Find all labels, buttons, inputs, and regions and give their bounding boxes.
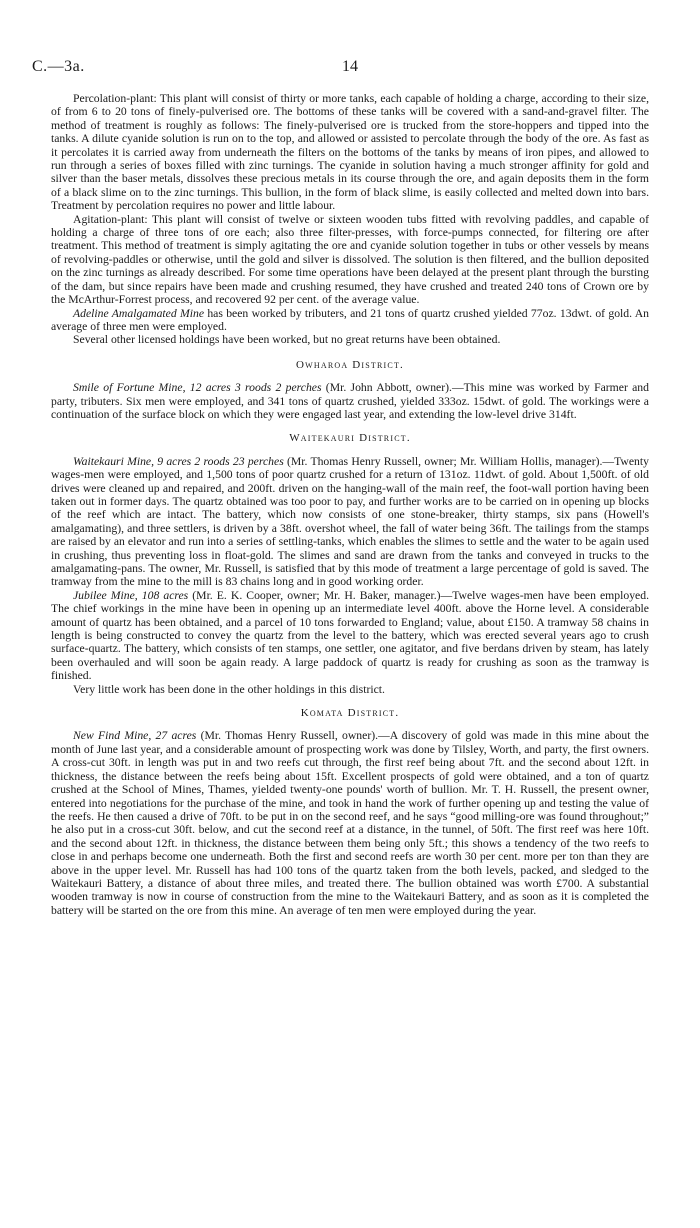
agitation-plant-paragraph: Agitation-plant: This plant will consist of twelve or sixteen wooden tubs fitted with revolving paddles, and capable of holding a charge of three tons of ore each; also three filter-presses, with force-pumps connected, for filtering ore after treatment. This method of treatment is simply agitating the ore and cyanide solution together in tubs or other vessels by means of revolving-paddles or otherwise, until the gold and silver is dissolved. The solution is then filtered, and the bullion deposited on the zinc turnings as already described. For some time operations have been delayed at the present plant through the bursting of the dam, but since repairs have been made and crushing resumed, they have crushed and treated 240 tons of Crown ore by the McArthur-Forrest process, and recovered 92 per cent. of the average value. xyxy=(51,212,649,307)
waitekauri-mine-paragraph xyxy=(51,455,649,589)
adeline-mine-paragraph xyxy=(51,307,649,334)
waitekauri-district-heading: Waitekauri District. xyxy=(289,432,411,445)
komata-district-heading: Komata District. xyxy=(300,707,400,720)
paragraph-text: (Mr. E. K. Cooper, owner; Mr. H. Baker, manager.)—Twelve wages-men have been employed. The chief workings in the mine have been in opening up an intermediate level 400ft. above the Horne level. A considerable amount of quartz has been obtained, and a parcel of 10 tons forwarded to England; value, about £150. A tramway 58 chains in length is being constructed to convey the quartz from the level to the battery, which was erected several years ago to crush surface-quartz. The battery, which consists of ten stamps, one settler, one agitator, and five berdans driven by steam, has lately been overhauled and will soon be again ready. A large paddock of quartz is ready for crushing as soon as the tramway is finished. xyxy=(51,588,649,683)
page-number: 14 xyxy=(342,58,358,75)
paragraph-text: (Mr. John Abbott, owner).—This mine was worked by Farmer and party, tributers. Six men were employed, and 341 tons of quartz crushed, yielded 333oz. 15dwt. of gold. The workings were a continuation of the surface block on which they were engaged last year, and extending the low-level drive 314ft. xyxy=(51,381,649,421)
mine-name: Smile of Fortune Mine, 12 acres 3 roods 2 perches xyxy=(73,381,322,395)
new-find-mine-paragraph xyxy=(51,729,649,917)
other-holdings-waitekauri-paragraph: Very little work has been done in the other holdings in this district. xyxy=(73,682,385,696)
mine-name: Adeline Amalgamated Mine xyxy=(73,306,205,320)
paragraph-text: has been worked by tributers, and 21 tons of quartz crushed yielded 77oz. 13dwt. of gold. An average of three men were employed. xyxy=(51,306,649,333)
mine-name: Waitekauri Mine, 9 acres 2 roods 23 perches xyxy=(73,454,284,468)
percolation-plant-paragraph: Percolation-plant: This plant will consist of thirty or more tanks, each capable of holding a charge, according to their size, of from 6 to 20 tons of finely-pulverised ore. The bottoms of these tanks will be covered with a sand-and-gravel filter. The method of treatment is roughly as follows: The finely-pulverised ore is trucked from the store-hoppers and tipped into the tanks. A dilute cyanide solution is run on to the top, and allowed or assisted to percolate through the body of the ore. As fast as it percolates it is carried away from underneath the filters on the bottoms of the tanks by means of iron pipes, and allowed to run through a series of boxes filled with zinc turnings. The cyanide in solution having a much stronger affinity for gold and silver than the baser metals, dissolves these precious metals in its course through the ore, and again deposits them in the form of a black slime on to the zinc turnings. This bullion, in the form of black slime, is easily collected and melted down into bars. Treatment by percolation requires no power and little labour. xyxy=(51,92,649,213)
jubilee-mine-paragraph xyxy=(51,589,649,683)
mine-name: New Find Mine, 27 acres xyxy=(73,729,197,743)
document-body xyxy=(51,92,649,917)
other-holdings-paragraph: Several other licensed holdings have been worked, but no great returns have been obtained. xyxy=(73,333,501,347)
mine-name: Jubilee Mine, 108 acres xyxy=(73,588,189,602)
page-header xyxy=(32,58,668,80)
paragraph-text: (Mr. Thomas Henry Russell, owner).—A discovery of gold was made in this mine about the month of June last year, and a considerable amount of prospecting work was done by Tilsley, Worth, and party, the first owners. A cross-cut 30ft. in length was put in and two reefs cut through, the first reef being about 7ft. and the second about 12ft. in thickness, the distance between the reefs being about 15ft. Excellent prospects of gold were obtained, and a ton of quartz crushed at the School of Mines, Thames, yielded twenty-one pounds' worth of bullion. Mr. T. H. Russell, the present owner, entered into negotiations for the purchase of the mine, and took in hand the work of further opening up and testing the value of the reefs. He then caused a drive of 70ft. to be put in on the second reef, and he says “good milling-ore was found throughout;” he also put in a cross-cut 30ft. below, and cut the second reef at a distance, in the tunnel, of 50ft. The first reef was here 10ft. and the second about 12ft. in thickness, the distance between them being only 5ft.; this shows a tendency of the two reefs to close in and perhaps become one underneath. Both the first and second reefs are worth 30 per cent. more per ton than they are above in the upper level. Mr. Russell has had 100 tons of the quartz taken from the both levels, packed, and sledged to the Waitekauri Battery, a distance of about three miles, and treated there. The bullion obtained was worth £700. A substantial wooden tramway is now in course of construction from the mine to the Waitekauri Battery, and as soon as it is completed the battery will be started on the ore from this mine. An average of ten men were employed during the year. xyxy=(51,729,649,917)
paragraph-text: (Mr. Thomas Henry Russell, owner; Mr. William Hollis, manager).—Twenty wages-men were employed, and 1,500 tons of poor quartz crushed for a return of 131oz. 11dwt. of gold. About 1,500ft. of old drives were cleaned up and repaired, and 200ft. driven on the hanging-wall of the main reef, the foot-wall portion having been taken out in former days. The quartz obtained was too poor to pay, and further works are to be carried on in opening up blocks of the reef which are intact. The battery, which now consists of one stone-breaker, thirty stamps, six pans (Howell's amalgamating), and three settlers, is driven by a 38ft. overshot wheel, the fall of water being 36ft. The tailings from the stamps are raised by an elevator and run into a series of settling-tanks, which enables the slimes to settle and the water to be again used in crushing, thus preventing loss in float-gold. The slimes and sand are drawn from the tanks and conveyed in trucks to the amalgamating-pans. The owner, Mr. Russell, is satisfied that by this mode of treatment a large percentage of gold is saved. The tramway from the mine to the mill is 83 chains long and in good working order. xyxy=(51,454,649,589)
document-reference: C.—3a. xyxy=(32,58,85,75)
owharoa-district-heading: Owharoa District. xyxy=(295,358,404,371)
smile-of-fortune-paragraph xyxy=(51,381,649,421)
